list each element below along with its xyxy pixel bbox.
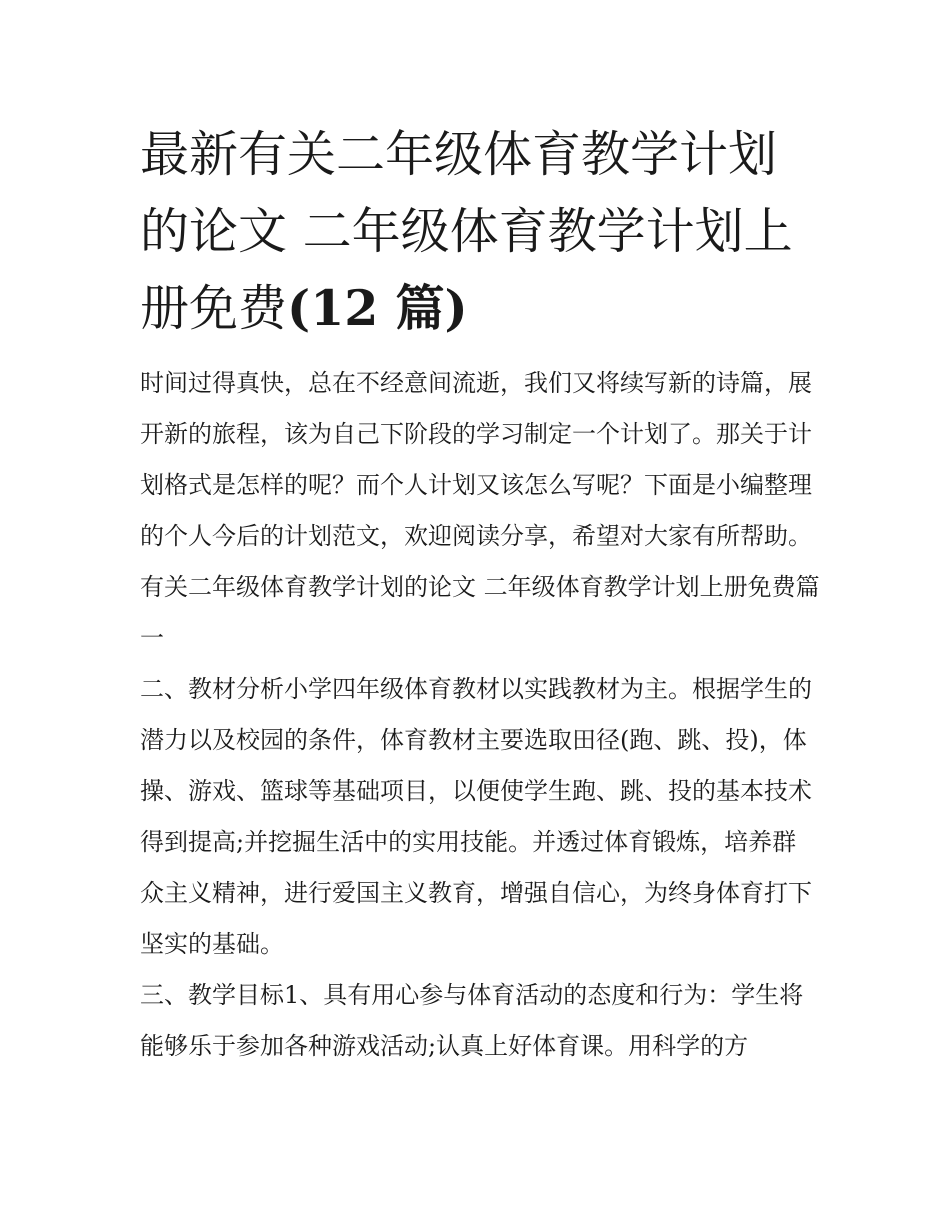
document-body bbox=[140, 358, 820, 1072]
title-suffix: (12 篇) bbox=[287, 279, 468, 337]
materials-paragraph: 二、教材分析小学四年级体育教材以实践教材为主。根据学生的潜力以及校园的条件，体育教材主要选取田径(跑、跳、投)，体操、游戏、篮球等基础项目，以便使学生跑、跳、投的基本技术得到提高;并挖掘生活中的实用技能。并透过体育锻炼，培养群众主义精神，进行爱国主义教育，增强自信心，为终身体育打下坚实的基础。 bbox=[140, 675, 812, 958]
title-main: 最新有关二年级体育教学计划的论文 二年级体育教学计划上册免费 bbox=[140, 126, 793, 337]
goals-paragraph: 三、教学目标1、具有用心参与体育活动的态度和行为：学生将能够乐于参加各种游戏活动;认真上好体育课。用科学的方 bbox=[140, 981, 804, 1060]
section-heading: 有关二年级体育教学计划的论文 二年级体育教学计划上册免费篇一 bbox=[140, 573, 820, 652]
intro-paragraph: 时间过得真快，总在不经意间流逝，我们又将续写新的诗篇，展开新的旅程，该为自己下阶段的学习制定一个计划了。那关于计划格式是怎样的呢？而个人计划又该怎么写呢？下面是小编整理的个人今后的计划范文，欢迎阅读分享，希望对大家有所帮助。 bbox=[140, 369, 812, 550]
document-title bbox=[140, 116, 820, 347]
